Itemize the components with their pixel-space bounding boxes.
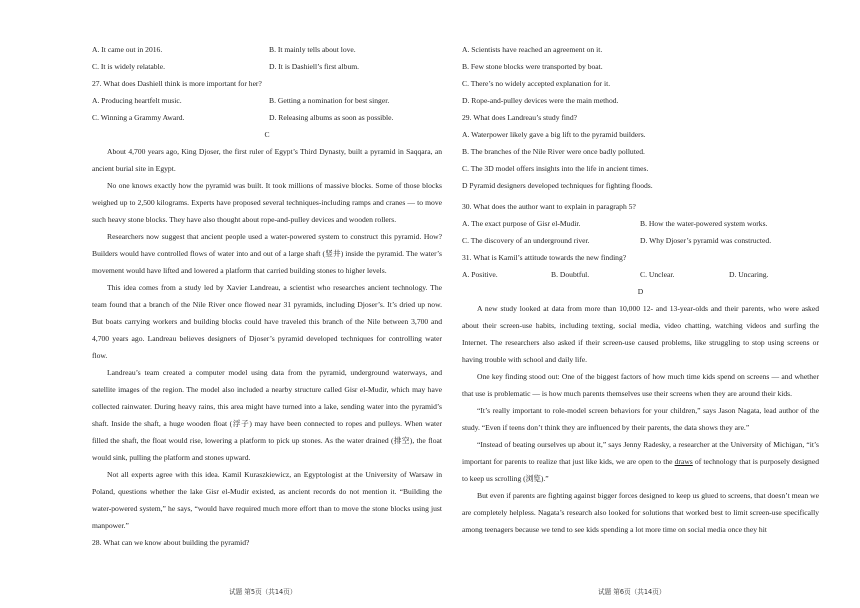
section-d-heading: D (637, 287, 644, 296)
passage-d-paragraph-3: “It’s really important to role-model screen behaviors for your children,” says Jason Nagata, lead author of the study. “Even if teens don’t think they are influenced by their parents, the data shows they are.” (462, 406, 819, 432)
underlined-word-draws: draws (674, 457, 693, 466)
q28-option-a: A. Scientists have reached an agreement on it. (462, 45, 603, 54)
passage-d-paragraph-2: One key finding stood out: One of the biggest factors of how much time kids spend on screens — and whether that use is problematic — is how much parents themselves use their screens when they are around their kids. (462, 372, 819, 398)
passage-d-paragraph-4 (462, 436, 819, 487)
q30-option-d: D. Why Djoser’s pyramid was constructed. (640, 236, 772, 245)
q26-option-c: C. It is widely relatable. (92, 62, 165, 71)
passage-c-paragraph-4: This idea comes from a study led by Xavier Landreau, a scientist who researches ancient technology. The team found that a branch of the Nile River once flowed near 31 pyramids, including Djoser’s. It’s dried up now. But boats carrying workers and building blocks could have traveled this branch of the Nile between 3,700 and 4,700 years ago. Landreau believes designers of Djoser’s pyramid developed techniques for controlling water flow. (92, 283, 442, 360)
q29-option-a: A. Waterpower likely gave a big lift to the pyramid builders. (462, 130, 646, 139)
q31-question: 31. What is Kamil’s attitude towards the new finding? (462, 253, 627, 262)
q29-option-d: D Pyramid designers developed techniques for fighting floods. (462, 181, 653, 190)
q29-option-c: C. The 3D model offers insights into the life in ancient times. (462, 164, 649, 173)
q27-options-row-2 (92, 109, 442, 126)
q26-option-b: B. It mainly tells about love. (269, 45, 356, 54)
q30-option-c: C. The discovery of an underground river. (462, 236, 590, 245)
q27-question: 27. What does Dashiell think is more important for her? (92, 79, 262, 88)
q30-question: 30. What does the author want to explain in paragraph 5? (462, 202, 636, 211)
passage-d-paragraph-5: But even if parents are fighting against bigger forces designed to keep us glued to screens, that doesn’t mean we are completely helpless. Nagata’s research also looked for solutions that worked best to limit screen-use specifically among teenagers because we tend to see kids spending a lot more time on social media once they hit (462, 491, 819, 534)
q27-option-d: D. Releasing albums as soon as possible. (269, 113, 394, 122)
q28-option-b: B. Few stone blocks were transported by boat. (462, 62, 603, 71)
passage-c-paragraph-6: Not all experts agree with this idea. Kamil Kuraszkiewicz, an Egyptologist at the University of Warsaw in Poland, questions whether the lake Gisr el-Mudir existed, as ancient records do not mention it. “Building the water-powered system,” he says, “would have required much more effort than to move the stone blocks using just manpower.” (92, 470, 442, 530)
q29-question: 29. What does Landreau’s study find? (462, 113, 578, 122)
q30-option-b: B. How the water-powered system works. (640, 219, 768, 228)
q27-option-a: A. Producing heartfelt music. (92, 96, 182, 105)
q31-options-row (462, 266, 819, 283)
q30-options-row-1 (462, 215, 819, 232)
passage-c-paragraph-5: Landreau’s team created a computer model using data from the pyramid, underground waterways, and satellite images of the region. The model also included a nearby structure called Gisr el-Mudir, which may have collected rainwater. During heavy rains, this area might have turned into a lake, sending water into the pyramid’s shaft. Inside the shaft, a huge wooden float (浮子) may have been connected to ropes and pulleys. When water filled the shaft, the float would rise, lowering a platform to pick up stones. As the water drained (排空), the float would sink, pulling the platform and stones upward. (92, 368, 442, 462)
q28-option-d: D. Rope-and-pulley devices were the main method. (462, 96, 619, 105)
radesky-quote-end: of technology that is purposely designed to keep us scrolling (浏览).” (462, 457, 819, 483)
q26-options-row-2 (92, 58, 442, 75)
q31-option-b: B. Doubtful. (551, 270, 590, 279)
q30-option-a: A. The exact purpose of Gisr el-Mudir. (462, 219, 581, 228)
q26-options-row-1 (92, 41, 442, 58)
q31-option-c: C. Unclear. (640, 270, 675, 279)
page-footer-left: 试题 第5页（共14页） (229, 588, 297, 596)
passage-c-paragraph-1: About 4,700 years ago, King Djoser, the first ruler of Egypt’s Third Dynasty, built a pyramid in Saqqara, an ancient burial site in Egypt. (92, 147, 442, 173)
q28-option-c: C. There’s no widely accepted explanation for it. (462, 79, 611, 88)
page-footer-right: 试题 第6页（共14页） (598, 588, 666, 596)
passage-c-paragraph-3: Researchers now suggest that ancient people used a water-powered system to construct this pyramid. How? Builders would have controlled flows of water into and out of a large shaft (竖井) inside the pyramid. The water’s movement would have lifted and lowered a platform that carried building stones to higher levels. (92, 232, 442, 275)
q26-option-d: D. It is Dashiell’s first album. (269, 62, 360, 71)
q27-options-row-1 (92, 92, 442, 109)
section-c-heading: C (264, 130, 270, 139)
q29-option-b: B. The branches of the Nile River were once badly polluted. (462, 147, 645, 156)
q27-option-b: B. Getting a nomination for best singer. (269, 96, 390, 105)
q31-option-d: D. Uncaring. (729, 270, 769, 279)
passage-c-paragraph-2: No one knows exactly how the pyramid was built. It took millions of massive blocks. Some of those blocks weighed up to 2,500 kilograms. Experts have proposed several techniques-including ramps and cranes — to move such heavy stone blocks. They have also thought about rope-and-pulley devices and wooden rollers. (92, 181, 442, 224)
q31-option-a: A. Positive. (462, 270, 498, 279)
q28-question: 28. What can we know about building the pyramid? (92, 538, 250, 547)
q27-option-c: C. Winning a Grammy Award. (92, 113, 185, 122)
radesky-quote-start: “Instead of beating ourselves up about it,” says Jenny Radesky, a researcher at the University of Michigan, “it’s important for parents to realize that just like kids, we are open to the (462, 440, 819, 466)
q26-option-a: A. It came out in 2016. (92, 45, 163, 54)
right-column (462, 41, 819, 538)
passage-d-paragraph-1: A new study looked at data from more than 10,000 12- and 13-year-olds and their parents, who were asked about their screen-use habits, including texting, social media, video chatting, watching videos and surfing the Internet. The researchers also asked if their screen-use caused problems, like struggling to stop using screens or having trouble with school and daily life. (462, 304, 819, 364)
left-column (92, 41, 442, 551)
q30-options-row-2 (462, 232, 819, 249)
